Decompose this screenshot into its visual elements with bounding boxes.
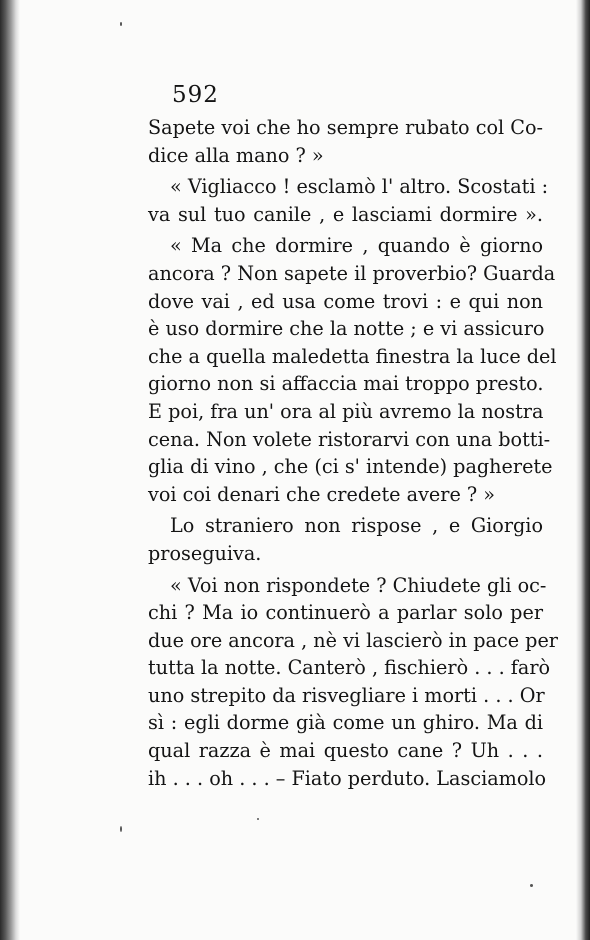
text-line: tutta la notte. Canterò , fischierò . . . farò bbox=[148, 656, 551, 680]
text-line: dove vai , ed usa come trovi : e qui non bbox=[148, 289, 543, 313]
text-line: ancora ? Non sapete il proverbio? Guarda bbox=[148, 261, 556, 285]
text-line: uno strepito da risvegliare i morti . . . Or bbox=[148, 683, 545, 707]
paper-speck bbox=[120, 826, 122, 832]
text-line: sì : egli dorme già come un ghiro. Ma di bbox=[148, 711, 543, 735]
text-line: chi ? Ma io continuerò a parlar solo per bbox=[148, 601, 543, 625]
book-spine-shadow bbox=[0, 0, 20, 940]
text-line: va sul tuo canile , e lasciami dormire ». bbox=[148, 202, 543, 226]
text-line: qual razza è mai questo cane ? Uh . . . bbox=[148, 739, 543, 763]
text-line: cena. Non volete ristorarvi con una botti- bbox=[148, 427, 551, 451]
text-line: che a quella maledetta finestra la luce del bbox=[148, 344, 557, 368]
text-line: E poi, fra un' ora al più avremo la nostra bbox=[148, 399, 544, 423]
page-number: 592 bbox=[172, 82, 219, 108]
body-text bbox=[148, 114, 558, 792]
text-line: Lo straniero non rispose , e Giorgio bbox=[170, 514, 543, 538]
text-line: glia di vino , che (ci s' intende) pagherete bbox=[148, 455, 553, 479]
page-edge-shadow bbox=[576, 0, 590, 940]
text-line: « Voi non rispondete ? Chiudete gli oc- bbox=[170, 573, 547, 597]
paper-speck bbox=[120, 22, 122, 26]
paper-speck bbox=[257, 818, 259, 820]
text-line: è uso dormire che la notte ; e vi assicuro bbox=[148, 317, 545, 341]
text-line: « Ma che dormire , quando è giorno bbox=[170, 234, 543, 258]
text-line: dice alla mano ? » bbox=[148, 143, 324, 167]
text-line: voi coi denari che credete avere ? » bbox=[148, 482, 496, 506]
paper-speck bbox=[530, 884, 533, 887]
text-line: proseguiva. bbox=[148, 541, 262, 565]
text-line: ih . . . oh . . . – Fiato perduto. Lasciamolo bbox=[148, 766, 547, 790]
text-line: due ore ancora , nè vi lascierò in pace per bbox=[148, 628, 558, 652]
text-line: Sapete voi che ho sempre rubato col Co- bbox=[148, 116, 543, 139]
text-line: « Vigliacco ! esclamò l' altro. Scostati : bbox=[170, 175, 549, 199]
text-line: giorno non si affaccia mai troppo presto. bbox=[148, 372, 544, 396]
